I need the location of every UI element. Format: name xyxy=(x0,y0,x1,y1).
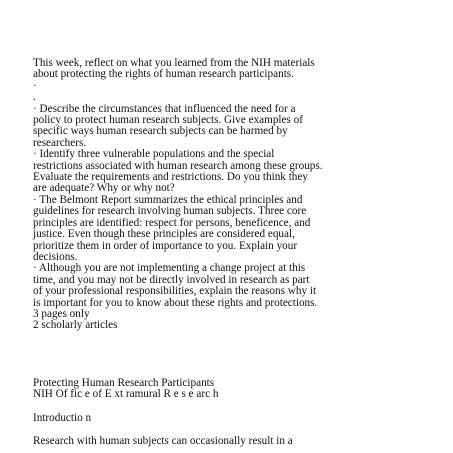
text-line: · Identify three vulnerable populations and the special xyxy=(33,148,275,161)
text-line: are adequate? Why or why not? xyxy=(33,182,175,195)
text-line: policy to protect human research subjects. Give examples of xyxy=(33,114,303,127)
text-line: Evaluate the requirements and restrictions. Do you think they xyxy=(33,171,308,184)
document-title: Protecting Human Research Participants xyxy=(33,376,215,389)
text-line: decisions. xyxy=(33,250,78,263)
text-line: · Although you are not implementing a change project at this xyxy=(33,262,306,275)
text-line: · The Belmont Report summarizes the ethical principles and xyxy=(33,193,303,206)
text-line: · Describe the circumstances that influenced the need for a xyxy=(33,102,296,115)
text-line: researchers. xyxy=(33,136,87,149)
period-mark: . xyxy=(33,91,36,104)
text-line: principles are identified: respect for persons, beneficence, and xyxy=(33,216,311,229)
text-line: of your professional responsibilities, explain the reasons why it xyxy=(33,285,317,298)
text-line: time, and you may not be directly involved in research as part xyxy=(33,273,310,286)
document-body xyxy=(33,58,433,447)
text-line: Research with human subjects can occasionally result in a xyxy=(33,434,293,447)
article-count-line: 2 scholarly articles xyxy=(33,319,118,332)
text-line: specific ways human research subjects can be harmed by xyxy=(33,125,288,138)
bullet-mark: · xyxy=(33,79,37,92)
text-line: is important for you to know about these rights and protections. xyxy=(33,296,318,309)
office-name: NIH Of fic e of E xt ramural R e s e arc h xyxy=(33,388,219,401)
text-line: This week, reflect on what you learned from the NIH materials xyxy=(33,57,315,69)
text-line: guidelines for research involving human subjects. Three core xyxy=(33,205,307,218)
text-line: restrictions associated with human research among these groups. xyxy=(33,159,323,172)
spacer xyxy=(33,401,433,413)
text-line: justice. Even though these principles are considered equal, xyxy=(33,228,295,241)
text-line: about protecting the rights of human research participants. xyxy=(33,68,294,81)
text-line: prioritize them in order of importance to you. Explain your xyxy=(33,239,298,252)
page-count-line: 3 pages only xyxy=(33,307,90,320)
spacer xyxy=(33,332,433,378)
section-heading: Introductio n xyxy=(33,411,92,424)
